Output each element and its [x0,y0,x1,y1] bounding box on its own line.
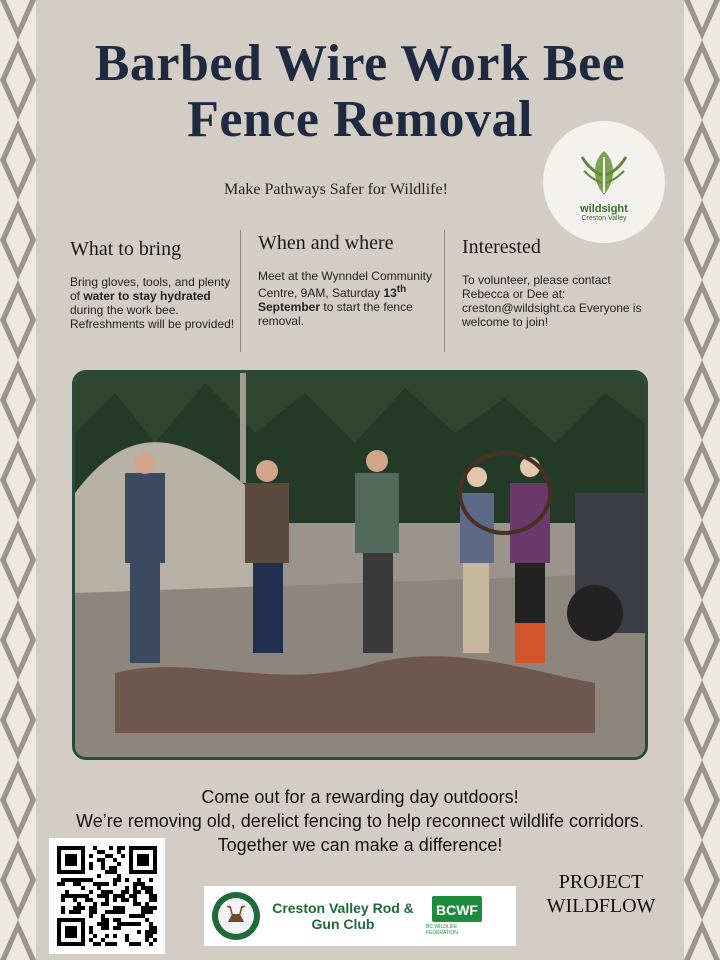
right-diamond-border [684,0,720,960]
left-diamond-border [0,0,36,960]
interested-section [462,236,652,329]
rod-gun-club-logo [212,892,260,940]
what-to-bring-section [70,238,240,331]
logo-name: wildsight [580,202,628,215]
when-where-heading: When and where [258,232,394,254]
rod-gun-club-name: Creston Valley Rod & Gun Club [272,900,414,932]
divider [444,230,445,352]
subtitle: Make Pathways Safer for Wildlife! [224,181,448,198]
title-line-2: Fence Removal [187,91,533,148]
qr-code[interactable] [49,838,165,954]
bcwf-badge: BCWF [432,896,482,922]
cta-line-2: We’re removing old, derelict fencing to help reconnect wildlife corridors. [76,811,644,831]
when-where-text: Meet at the Wynndel Community Centre, 9AM, Saturday 13th September to start the fence removal. [258,269,432,328]
bcwf-sub: BC WILDLIFE FEDERATION [426,924,458,936]
elk-icon [218,898,254,934]
cta-line-3: Together we can make a difference! [217,835,503,855]
interested-text: To volunteer, please contact Rebecca or Dee at: creston@wildsight.ca Everyone is welcome to join! [462,273,642,329]
logo-sub: Creston Valley [581,214,627,222]
group-photo [72,370,648,760]
title-line-1: Barbed Wire Work Bee [94,35,626,92]
wildsight-logo [543,121,665,243]
interested-heading: Interested [462,236,541,258]
leaf-icon [574,143,634,201]
project-wildflow: PROJECT WILDFLOW [546,871,656,917]
bcwf-logo [426,896,488,936]
what-to-bring-heading: What to bring [70,238,182,260]
when-where-section [258,232,434,328]
what-to-bring-text: Bring gloves, tools, and plenty of water to stay hydrated during the work bee. Refreshments will be provided! [70,275,235,331]
divider [240,230,241,352]
poster [36,0,684,960]
sponsor-logos [204,886,516,946]
cta-line-1: Come out for a rewarding day outdoors! [201,787,519,807]
